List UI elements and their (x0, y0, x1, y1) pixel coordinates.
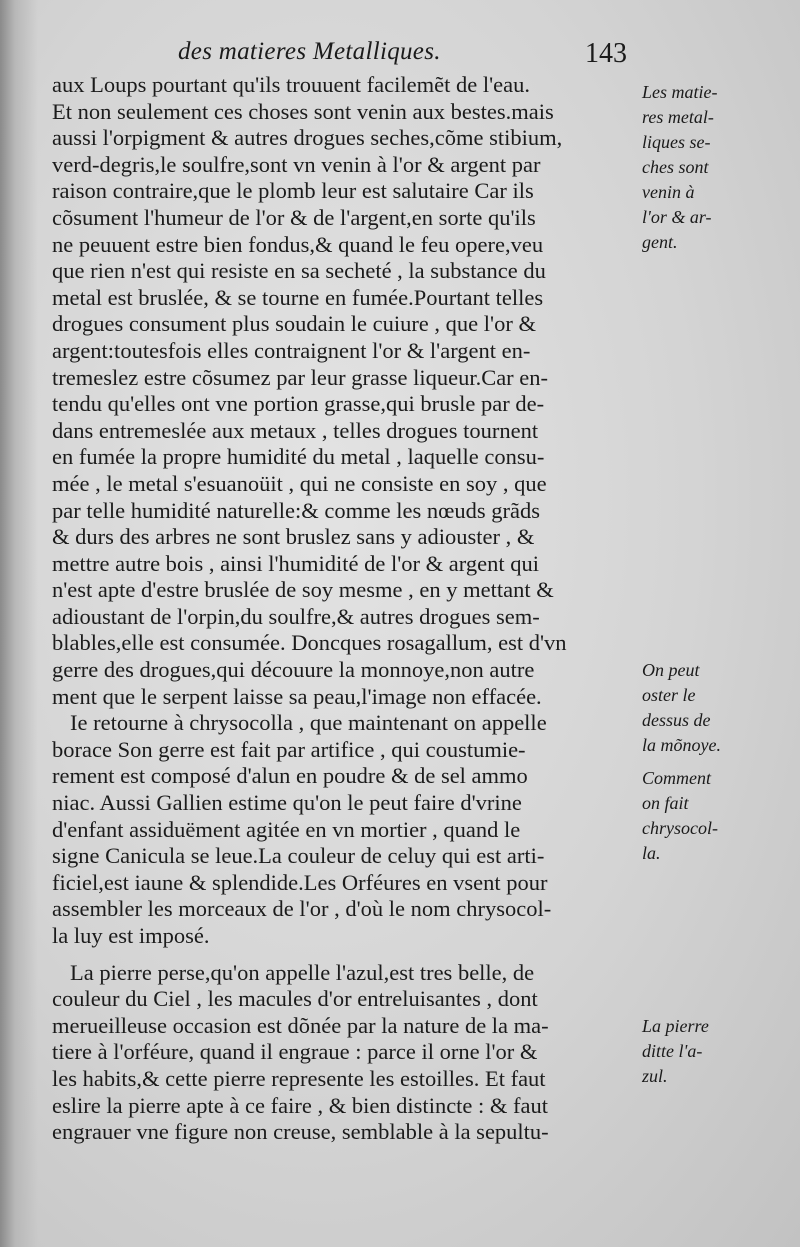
margin-note-line: la. (642, 843, 661, 863)
margin-note-coin (642, 658, 792, 758)
text-line: ficiel,est iaune & splendide.Les Orféures en vsent pour (52, 869, 548, 895)
margin-note-line: On peut (642, 660, 700, 680)
text-line: la luy est imposé. (52, 923, 210, 948)
margin-note-line: la mõnoye. (642, 735, 721, 755)
text-line: ment que le serpent laisse sa peau,l'image non effacée. (52, 683, 542, 709)
running-title: des matieres Metalliques. (178, 38, 441, 65)
margin-note-line: oster le (642, 685, 696, 705)
margin-note-line: Les matie- (642, 82, 718, 102)
margin-note-line: on fait (642, 793, 689, 813)
text-line: metal est bruslée, & se tourne en fumée.Pourtant telles (52, 284, 544, 310)
margin-note-line: chrysocol- (642, 818, 718, 838)
text-line: borace Son gerre est fait par artifice , qui coustumie- (52, 736, 526, 762)
text-line: mée , le metal s'esuanoüit , qui ne consiste en soy , que (52, 470, 547, 496)
text-line: d'enfant assiduëment agitée en vn mortier , quand le (52, 816, 521, 842)
text-line: tremeslez estre cõsumez par leur grasse liqueur.Car en- (52, 364, 549, 390)
text-line: adioustant de l'orpin,du soulfre,& autres drogues sem- (52, 603, 540, 629)
text-line: gerre des drogues,qui découure la monnoye,non autre (52, 657, 535, 683)
text-line: eslire la pierre apte à ce faire , & bien distincte : & faut (52, 1092, 549, 1118)
text-line: & durs des arbres ne sont bruslez sans y adiouster , & (52, 524, 535, 550)
margin-note-line: res metal- (642, 107, 714, 127)
text-line: raison contraire,que le plomb leur est salutaire Car ils (52, 178, 534, 204)
text-line: signe Canicula se leue.La couleur de celuy qui est arti- (52, 843, 545, 869)
text-line: en fumée la propre humidité du metal , laquelle consu- (52, 444, 545, 470)
text-line: verd-degris,le soulfre,sont vn venin à l'or & argent par (52, 151, 541, 177)
margin-note-line: l'or & ar- (642, 207, 712, 227)
margin-note-line: La pierre (642, 1016, 709, 1036)
page-number: 143 (585, 38, 627, 69)
margin-note-azul (642, 1014, 792, 1089)
paragraph-first-line: Ie retourne à chrysocolla , que maintenant on appelle (70, 710, 547, 736)
margin-note-line: Comment (642, 768, 711, 788)
text-line: blables,elle est consumée. Doncques rosagallum, est d'vn (52, 630, 567, 656)
text-line: tendu qu'elles ont vne portion grasse,qui brusle par de- (52, 391, 545, 417)
text-line: merueilleuse occasion est dõnée par la nature de la ma- (52, 1012, 549, 1038)
margin-note-chrysocolla (642, 766, 792, 866)
text-line: n'est apte d'estre bruslée de soy mesme , en y mettant & (52, 577, 554, 603)
margin-note-line: venin à (642, 182, 695, 202)
text-line: mettre autre bois , ainsi l'humidité de l'or & argent qui (52, 550, 539, 576)
text-line: drogues consument plus soudain le cuiure , que l'or & (52, 311, 536, 337)
text-line: rement est composé d'alun en poudre & de sel ammo (52, 763, 528, 789)
text-line: que rien n'est qui resiste en sa secheté , la substance du (52, 258, 546, 284)
margin-note-line: zul. (642, 1066, 668, 1086)
margin-note-line: gent. (642, 232, 678, 252)
text-line: ne peuuent estre bien fondus,& quand le feu opere,veu (52, 231, 544, 257)
text-line: engrauer vne figure non creuse, semblable à la sepultu- (52, 1119, 549, 1145)
text-line: Et non seulement ces choses sont venin aux bestes.mais (52, 98, 554, 124)
text-line: couleur du Ciel , les macules d'or entreluisantes , dont (52, 986, 538, 1012)
margin-note-metals (642, 80, 792, 255)
text-line: dans entremeslée aux metaux , telles drogues tournent (52, 417, 539, 443)
text-line: aux Loups pourtant qu'ils trouuent facilemẽt de l'eau. (52, 72, 530, 97)
text-line: cõsument l'humeur de l'or & de l'argent,en sorte qu'ils (52, 204, 536, 230)
text-line: argent:toutesfois elles contraignent l'or & l'argent en- (52, 337, 531, 363)
text-line: niac. Aussi Gallien estime qu'on le peut faire d'vrine (52, 790, 522, 816)
text-line: assembler les morceaux de l'or , d'où le nom chrysocol- (52, 896, 552, 922)
margin-note-line: dessus de (642, 710, 711, 730)
text-line: par telle humidité naturelle:& comme les nœuds grãds (52, 497, 540, 523)
text-line: les habits,& cette pierre represente les estoilles. Et faut (52, 1065, 546, 1091)
text-line: aussi l'orpigment & autres drogues seches,cõme stibium, (52, 125, 563, 151)
paragraph-first-line: La pierre perse,qu'on appelle l'azul,est tres belle, de (70, 959, 535, 985)
margin-note-line: ches sont (642, 157, 709, 177)
margin-note-line: ditte l'a- (642, 1041, 703, 1061)
text-line: tiere à l'orféure, quand il engraue : parce il orne l'or & (52, 1039, 538, 1065)
margin-note-line: liques se- (642, 132, 711, 152)
